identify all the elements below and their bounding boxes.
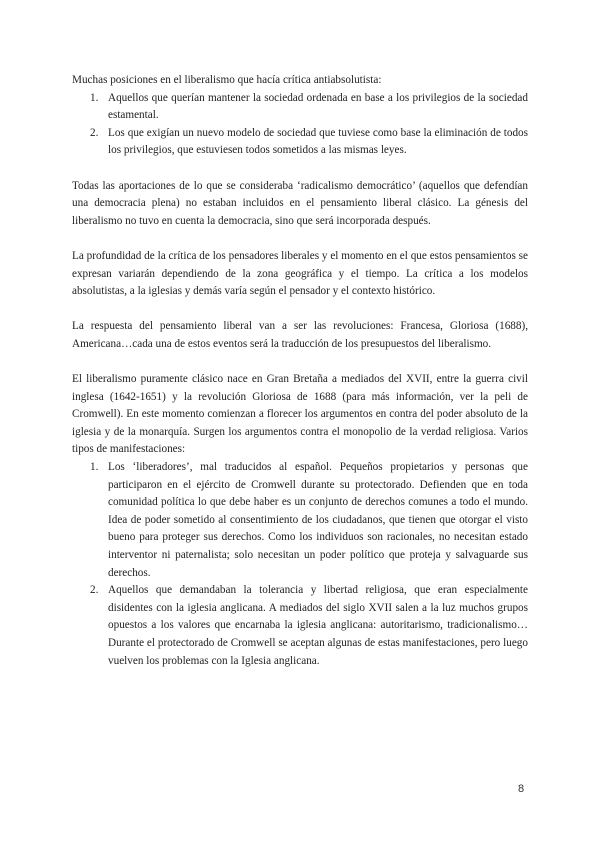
paragraph-revoluciones: La respuesta del pensamiento liberal van a ser las revoluciones: Francesa, Gloriosa (1688), Americana…cada una de estos eventos será la traducción de los presupuestos del liberalismo. <box>72 320 528 350</box>
page-number: 8 <box>518 783 525 795</box>
paragraph-profundidad: La profundidad de la crítica de los pensadores liberales y el momento en el que estos pensamientos se expresan variarán dependiendo de la zona geográfica y el tiempo. La crítica a los modelos absolutistas, a la iglesias y demás varía según el pensador y el contexto histórico. <box>72 249 528 298</box>
list-text: Los ‘liberadores’, mal traducidos al español. Pequeños propietarios y personas que participaron en el ejército de Cromwell durante su protectorado. Defienden que en toda comunidad política lo que debe haber es un conjunto de derechos comunes a todo el mundo. Idea de poder sometido al consentimiento de los ciudadanos, que tienen que otorgar el visto bueno para proteger sus derechos. Como los individuos son racionales, no necesitan estado interventor ni paternalista; solo necesitan un poder político que proteja y salvaguarde sus derechos. <box>108 461 528 579</box>
section1-list <box>72 90 528 160</box>
section2-intro: El liberalismo puramente clásico nace en Gran Bretaña a mediados del XVII, entre la guerra civil inglesa (1642-1651) y la revolución Gloriosa de 1688 (para más información, ver la peli de Cromwell). En este momento comienzan a florecer los argumentos en contra del poder absoluto de la iglesia y de la monarquía. Surgen los argumentos contra el monopolio de la verdad religiosa. Varios tipos de manifestaciones: <box>72 373 528 456</box>
paragraph-radicalismo: Todas las aportaciones de lo que se consideraba ‘radicalismo democrático’ (aquellos que defendían una democracia plena) no estaban incluidos en el pensamiento liberal clásico. La génesis del liberalismo no tuvo en cuenta la democracia, sino que será incorporada después. <box>72 179 528 227</box>
list-text: Aquellos que demandaban la tolerancia y libertad religiosa, que eran especialmente disidentes con la iglesia anglicana. A mediados del siglo XVII salen a la luz muchos grupos opuestos a los valores que encarnaba la iglesia anglicana: autoritarismo, tradicionalismo… Durante el protectorado de Cromwell se aceptan algunas de estas manifestaciones, pero luego vuelven los problemas con la Iglesia anglicana. <box>108 584 528 667</box>
list-item <box>72 125 528 160</box>
list-item <box>72 459 528 582</box>
list-item <box>72 582 528 670</box>
page-content <box>72 72 528 688</box>
list-item <box>72 90 528 125</box>
section2-list <box>72 459 528 670</box>
list-number: 2. <box>90 584 99 597</box>
section1-intro: Muchas posiciones en el liberalismo que hacía crítica antiabsolutista: <box>72 74 382 86</box>
list-text: Los que exigían un nuevo modelo de sociedad que tuviese como base la eliminación de todos los privilegios, que estuviesen todos sometidos a las mismas leyes. <box>108 126 528 157</box>
list-number: 1. <box>90 461 99 474</box>
list-number: 2. <box>90 126 99 139</box>
list-number: 1. <box>90 91 99 104</box>
list-text: Aquellos que querían mantener la sociedad ordenada en base a los privilegios de la sociedad estamental. <box>108 91 528 122</box>
